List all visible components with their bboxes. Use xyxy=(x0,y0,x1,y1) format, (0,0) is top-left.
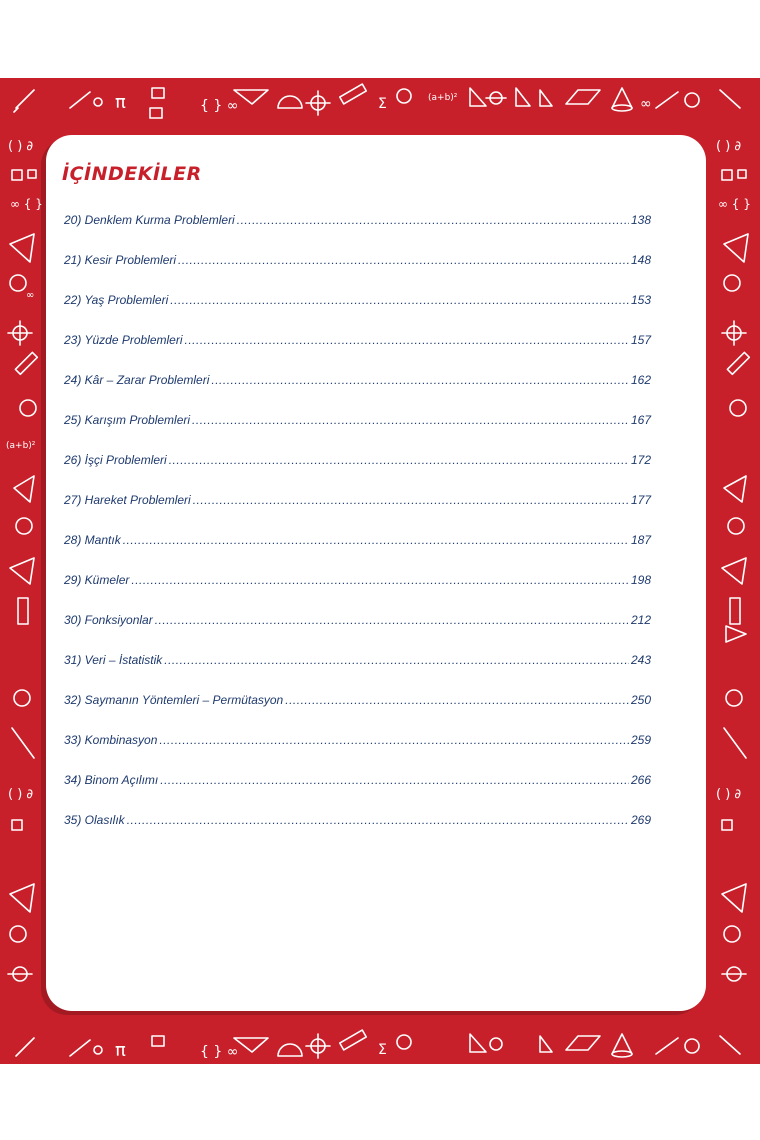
toc-dot-leader xyxy=(211,373,629,387)
toc-dot-leader xyxy=(285,693,629,707)
square-icon xyxy=(152,1036,164,1046)
toc-entry[interactable] xyxy=(64,413,651,453)
square-icon xyxy=(722,170,746,180)
toc-entry-title: 35) Olasılık xyxy=(64,813,125,827)
toc-entry-page: 198 xyxy=(630,573,651,587)
toc-entry-title: 23) Yüzde Problemleri xyxy=(64,333,183,347)
sigma-icon: Σ xyxy=(378,96,387,112)
toc-entry[interactable] xyxy=(64,453,651,493)
toc-entry-page: 162 xyxy=(630,373,651,387)
ruler-icon xyxy=(15,352,37,374)
sigma-icon: Σ xyxy=(378,1042,387,1058)
toc-entry[interactable] xyxy=(64,253,651,293)
square-icon xyxy=(722,820,732,830)
protractor-icon xyxy=(728,518,744,534)
square-icon xyxy=(150,88,164,118)
protractor-icon xyxy=(724,926,740,942)
toc-entry-page: 212 xyxy=(630,613,651,627)
pi-icon: π xyxy=(115,92,126,113)
ruler-icon xyxy=(18,598,28,624)
toc-entry[interactable] xyxy=(64,533,651,573)
protractor-icon xyxy=(10,275,34,301)
svg-text:∞ { }: ∞ { } xyxy=(10,197,43,211)
crosshair-icon xyxy=(486,92,506,104)
brackets-icon xyxy=(200,98,238,114)
cone-icon xyxy=(612,88,632,111)
protractor-icon xyxy=(10,926,26,942)
protractor-icon xyxy=(730,400,746,416)
toc-entry[interactable] xyxy=(64,653,651,693)
toc-entry[interactable] xyxy=(64,573,651,613)
toc-entry-page: 153 xyxy=(630,293,651,307)
toc-entry-page: 266 xyxy=(630,773,651,787)
ruler-icon xyxy=(340,84,367,104)
cone-icon xyxy=(612,1034,632,1057)
toc-entry-title: 31) Veri – İstatistik xyxy=(64,653,163,667)
formula-icon xyxy=(6,441,36,451)
toc-entry-page: 172 xyxy=(630,453,651,467)
toc-entry[interactable] xyxy=(64,213,651,253)
pencil-icon xyxy=(656,92,678,108)
toc-entry-title: 21) Kesir Problemleri xyxy=(64,253,177,267)
toc-entry[interactable] xyxy=(64,613,651,653)
ruler-icon xyxy=(727,352,749,374)
toc-entry-title: 25) Karışım Problemleri xyxy=(64,413,191,427)
triangle-icon xyxy=(724,476,746,502)
protractor-icon xyxy=(724,275,740,291)
toc-entry-title: 29) Kümeler xyxy=(64,573,130,587)
protractor-icon xyxy=(397,1035,411,1049)
protractor-icon xyxy=(20,400,36,416)
protractor-icon xyxy=(278,1044,302,1056)
cone-icon xyxy=(726,626,746,642)
formula-icon: (a+b)² xyxy=(428,93,458,103)
crosshair-icon xyxy=(306,91,330,115)
toc-dot-leader xyxy=(160,773,629,787)
toc-entry-title: 32) Saymanın Yöntemleri – Permütasyon xyxy=(64,693,284,707)
triangle-icon xyxy=(540,1036,552,1052)
pencil-icon xyxy=(70,1040,102,1056)
protractor-icon xyxy=(685,93,699,107)
infinity-icon xyxy=(718,197,751,211)
table-of-contents xyxy=(64,213,651,853)
svg-text:∞: ∞ xyxy=(640,96,652,112)
toc-dot-leader xyxy=(159,733,629,747)
toc-dot-leader xyxy=(123,533,629,547)
triangle-icon xyxy=(470,88,486,106)
svg-text:( ) ∂: ( ) ∂ xyxy=(716,787,742,802)
brackets-icon xyxy=(716,787,741,802)
toc-dot-leader xyxy=(127,813,629,827)
toc-entry-page: 177 xyxy=(630,493,651,507)
infinity-icon xyxy=(10,197,43,211)
toc-entry-title: 34) Binom Açılımı xyxy=(64,773,159,787)
triangle-icon xyxy=(10,558,34,584)
toc-entry-title: 22) Yaş Problemleri xyxy=(64,293,169,307)
brackets-icon xyxy=(8,139,33,154)
toc-entry-page: 138 xyxy=(630,213,651,227)
toc-entry-title: 28) Mantık xyxy=(64,533,121,547)
page-title: İÇİNDEKİLER xyxy=(62,163,202,185)
protractor-icon xyxy=(726,690,742,706)
toc-entry-page: 259 xyxy=(630,733,651,747)
toc-entry-page: 167 xyxy=(630,413,651,427)
ruler-icon xyxy=(730,598,740,624)
toc-entry-title: 30) Fonksiyonlar xyxy=(64,613,153,627)
triangle-icon xyxy=(10,234,34,262)
toc-entry-title: 27) Hareket Problemleri xyxy=(64,493,191,507)
pencil-icon xyxy=(14,90,34,112)
toc-entry-page: 187 xyxy=(630,533,651,547)
svg-text:∞ { }: ∞ { } xyxy=(718,197,751,211)
crosshair-icon xyxy=(722,967,746,981)
pencil-icon xyxy=(720,1036,740,1054)
toc-dot-leader xyxy=(155,613,629,627)
crosshair-icon xyxy=(306,1034,330,1058)
protractor-icon xyxy=(397,89,411,103)
toc-entry-page: 269 xyxy=(630,813,651,827)
triangle-icon xyxy=(722,884,746,912)
triangle-icon xyxy=(234,1038,268,1052)
toc-entry-title: 26) İşçi Problemleri xyxy=(64,453,167,467)
toc-entry-title: 20) Denklem Kurma Problemleri xyxy=(64,213,235,227)
toc-entry-page: 157 xyxy=(630,333,651,347)
pencil-icon xyxy=(656,1038,678,1054)
toc-entry-page: 243 xyxy=(630,653,651,667)
pencil-icon xyxy=(724,728,746,758)
triangle-icon xyxy=(724,234,748,262)
toc-dot-leader xyxy=(131,573,629,587)
toc-dot-leader xyxy=(178,253,629,267)
toc-dot-leader xyxy=(164,653,629,667)
crosshair-icon xyxy=(8,967,32,981)
svg-text:{ } ∞: { } ∞ xyxy=(200,1044,239,1060)
triangle-icon xyxy=(470,1034,486,1052)
toc-dot-leader xyxy=(185,333,629,347)
triangle-icon xyxy=(14,476,34,502)
toc-entry-page: 148 xyxy=(630,253,651,267)
svg-text:∞: ∞ xyxy=(26,290,35,301)
square-icon xyxy=(12,170,36,180)
crosshair-icon xyxy=(722,321,746,345)
toc-entry[interactable] xyxy=(64,293,651,333)
toc-dot-leader xyxy=(237,213,629,227)
crosshair-icon xyxy=(490,1038,502,1050)
brackets-icon xyxy=(716,139,741,154)
toc-entry[interactable] xyxy=(64,733,651,773)
pencil-icon xyxy=(12,728,34,758)
crosshair-icon xyxy=(8,321,32,345)
protractor-icon xyxy=(16,518,32,534)
toc-entry[interactable] xyxy=(64,773,651,813)
svg-text:{ } ∞: { } ∞ xyxy=(200,98,239,114)
toc-entry[interactable] xyxy=(64,813,651,853)
pencil-icon xyxy=(70,92,102,108)
parallelogram-icon xyxy=(566,90,600,104)
svg-text:( ) ∂: ( ) ∂ xyxy=(8,787,34,802)
toc-entry-page: 250 xyxy=(630,693,651,707)
protractor-icon xyxy=(278,96,302,108)
triangle-icon xyxy=(516,88,552,106)
toc-dot-leader xyxy=(192,413,629,427)
protractor-icon xyxy=(685,1039,699,1053)
square-icon xyxy=(12,820,22,830)
svg-text:( ) ∂: ( ) ∂ xyxy=(716,139,742,154)
toc-dot-leader xyxy=(169,453,629,467)
svg-text:(a+b)²: (a+b)² xyxy=(6,441,36,451)
pencil-icon xyxy=(16,1038,34,1056)
pi-icon: π xyxy=(115,1040,126,1061)
brackets-icon xyxy=(200,1044,238,1060)
toc-entry-title: 24) Kâr – Zarar Problemleri xyxy=(64,373,210,387)
triangle-icon xyxy=(722,558,746,584)
ruler-icon xyxy=(340,1030,367,1050)
protractor-icon xyxy=(14,690,30,706)
toc-entry[interactable] xyxy=(64,373,651,413)
toc-entry-title: 33) Kombinasyon xyxy=(64,733,158,747)
pencil-icon xyxy=(720,90,740,108)
parallelogram-icon xyxy=(566,1036,600,1050)
triangle-icon xyxy=(234,90,268,104)
brackets-icon xyxy=(8,787,33,802)
toc-entry[interactable] xyxy=(64,333,651,373)
infinity-icon xyxy=(640,96,652,112)
toc-dot-leader xyxy=(193,493,629,507)
toc-dot-leader xyxy=(170,293,629,307)
svg-text:( ) ∂: ( ) ∂ xyxy=(8,139,34,154)
toc-entry[interactable] xyxy=(64,493,651,533)
triangle-icon xyxy=(10,884,34,912)
toc-entry[interactable] xyxy=(64,693,651,733)
